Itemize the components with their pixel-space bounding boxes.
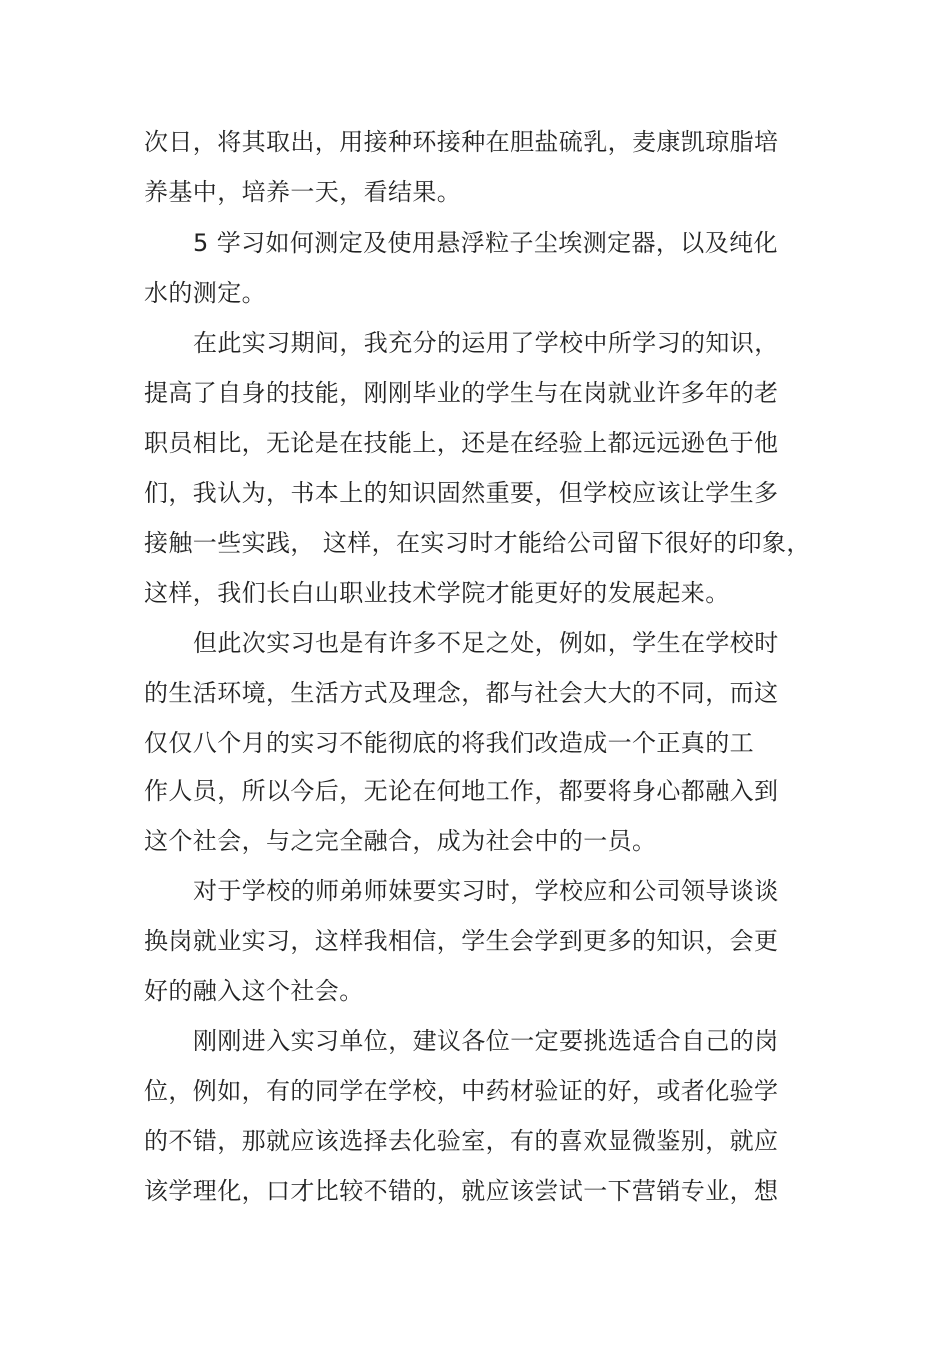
text-line: 但此次实习也是有许多不足之处，例如，学生在学校时 xyxy=(193,629,779,657)
text-line: 这样，我们长白山职业技术学院才能更好的发展起来。 xyxy=(144,579,730,607)
text-line: 这个社会，与之完全融合，成为社会中的一员。 xyxy=(144,827,657,855)
text-line: 职员相比，无论是在技能上，还是在经验上都远远逊色于他 xyxy=(144,429,779,457)
text-line: 该学理化，口才比较不错的，就应该尝试一下营销专业，想 xyxy=(144,1177,779,1205)
text-line: 们，我认为，书本上的知识固然重要，但学校应该让学生多 xyxy=(144,479,779,507)
text-line: 位，例如，有的同学在学校，中药材验证的好，或者化验学 xyxy=(144,1077,779,1105)
text-line: 接触一些实践， 这样，在实习时才能给公司留下很好的印象， xyxy=(144,529,811,557)
text-line: 的不错，那就应该选择去化验室，有的喜欢显微鉴别，就应 xyxy=(144,1127,779,1155)
text-line: 水的测定。 xyxy=(144,279,266,307)
text-line: 换岗就业实习，这样我相信，学生会学到更多的知识，会更 xyxy=(144,927,779,955)
text-line: 5 学习如何测定及使用悬浮粒子尘埃测定器，以及纯化 xyxy=(193,229,778,257)
text-line: 作人员，所以今后，无论在何地工作，都要将身心都融入到 xyxy=(144,777,779,805)
text-line: 在此实习期间，我充分的运用了学校中所学习的知识， xyxy=(193,329,779,357)
text-line: 好的融入这个社会。 xyxy=(144,977,364,1005)
text-line: 次日，将其取出，用接种环接种在胆盐硫乳，麦康凯琼脂培 xyxy=(144,128,779,156)
text-line: 提高了自身的技能，刚刚毕业的学生与在岗就业许多年的老 xyxy=(144,379,779,407)
text-line: 仅仅八个月的实习不能彻底的将我们改造成一个正真的工 xyxy=(144,729,754,757)
text-line: 对于学校的师弟师妹要实习时，学校应和公司领导谈谈 xyxy=(193,877,779,905)
text-line: 的生活环境，生活方式及理念，都与社会大大的不同，而这 xyxy=(144,679,779,707)
text-line: 刚刚进入实习单位，建议各位一定要挑选适合自己的岗 xyxy=(193,1027,779,1055)
text-line: 养基中，培养一天，看结果。 xyxy=(144,178,462,206)
